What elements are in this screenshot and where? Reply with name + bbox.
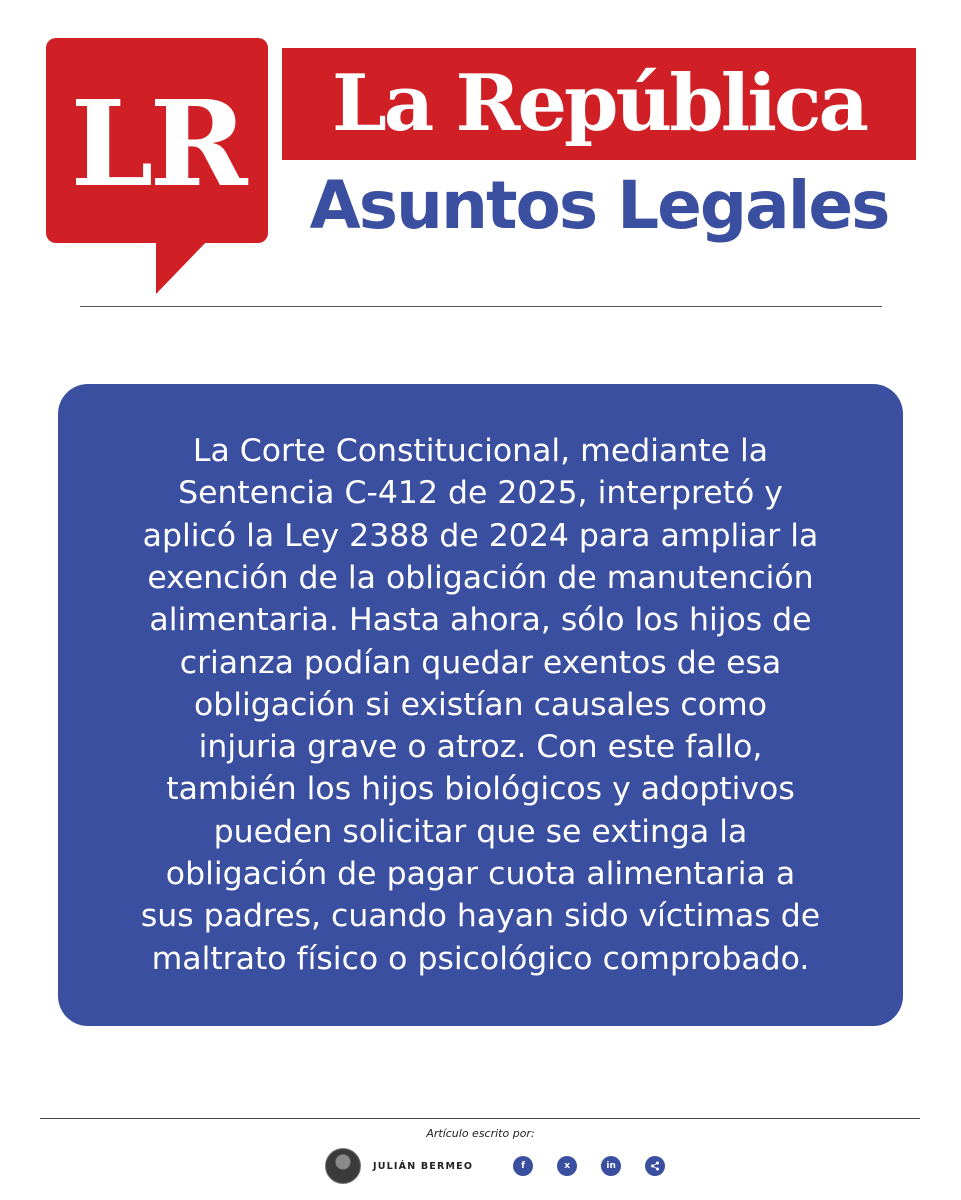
footer-divider xyxy=(40,1118,920,1119)
author-row xyxy=(320,1146,689,1186)
summary-card xyxy=(58,384,903,1026)
logo-bubble-tail xyxy=(156,238,210,294)
brand-banner xyxy=(282,48,916,160)
summary-line: alimentaria. Hasta ahora, sólo los hijos de xyxy=(149,602,812,639)
summary-line: crianza podían quedar exentos de esa xyxy=(179,644,782,681)
summary-line: maltrato físico o psicológico comprobado. xyxy=(151,940,810,977)
x-glyph: x xyxy=(564,1161,571,1171)
summary-line: pueden solicitar que se extinga la xyxy=(213,813,748,850)
section-title: Asuntos Legales xyxy=(309,167,889,244)
summary-text xyxy=(141,430,820,980)
summary-line: sus padres, cuando hayan sido víctimas de xyxy=(140,898,821,935)
summary-line: Sentencia C-412 de 2025, interpretó y xyxy=(178,475,783,512)
linkedin-icon[interactable] xyxy=(601,1156,621,1176)
linkedin-glyph: in xyxy=(606,1161,616,1171)
share-icon[interactable] xyxy=(645,1156,665,1176)
facebook-icon[interactable] xyxy=(513,1156,533,1176)
summary-line: injuria grave o atroz. Con este fallo, xyxy=(198,729,763,766)
brand-name: La República xyxy=(331,58,867,149)
summary-line: obligación de pagar cuota alimentaria a xyxy=(165,856,796,893)
summary-line: aplicó la Ley 2388 de 2024 para ampliar la xyxy=(142,517,819,554)
summary-line: exención de la obligación de manutención xyxy=(147,559,814,596)
x-icon[interactable] xyxy=(557,1156,577,1176)
author-name[interactable]: JULIÁN BERMEO xyxy=(373,1160,474,1172)
author-avatar[interactable] xyxy=(325,1148,361,1184)
byline-label: Artículo escrito por: xyxy=(426,1127,535,1140)
facebook-glyph: f xyxy=(521,1161,526,1171)
summary-line: obligación si existían causales como xyxy=(194,686,767,723)
share-glyph xyxy=(650,1161,660,1171)
summary-line: La Corte Constitucional, mediante la xyxy=(192,433,769,470)
logo-mark: LR xyxy=(70,73,244,213)
summary-line: también los hijos biológicos y adoptivos xyxy=(166,771,795,808)
header-divider xyxy=(80,306,882,307)
